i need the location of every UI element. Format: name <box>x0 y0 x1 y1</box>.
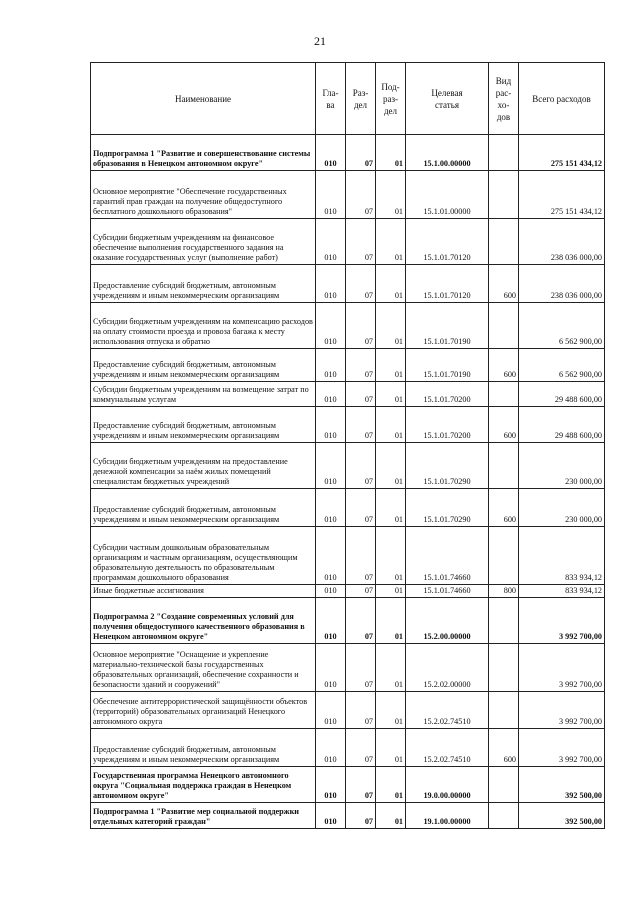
cell-total: 833 934,12 <box>519 585 605 598</box>
cell-total: 29 488 600,00 <box>519 382 605 407</box>
table-body <box>91 135 605 829</box>
cell-target: 15.1.00.00000 <box>406 135 489 171</box>
header-target: Целевая статья <box>406 63 489 135</box>
cell-razdel: 07 <box>346 692 376 729</box>
cell-target: 15.1.01.70290 <box>406 489 489 527</box>
budget-table <box>90 62 605 829</box>
cell-name: Государственная программа Ненецкого автономного округа "Социальная поддержка граждан в Ненецком автономном округе" <box>91 767 316 803</box>
table-row <box>91 407 605 443</box>
page-number: 21 <box>314 34 326 48</box>
cell-glava: 010 <box>316 729 346 767</box>
table-row <box>91 443 605 489</box>
cell-total: 3 992 700,00 <box>519 729 605 767</box>
cell-vid <box>489 443 519 489</box>
header-podrazdel: Под- раз- дел <box>376 63 406 135</box>
cell-razdel: 07 <box>346 489 376 527</box>
cell-vid <box>489 135 519 171</box>
cell-total: 29 488 600,00 <box>519 407 605 443</box>
cell-vid <box>489 644 519 692</box>
cell-podrazdel: 01 <box>376 692 406 729</box>
table-row <box>91 803 605 829</box>
cell-total: 230 000,00 <box>519 489 605 527</box>
cell-razdel: 07 <box>346 382 376 407</box>
cell-target: 15.1.01.70200 <box>406 382 489 407</box>
cell-podrazdel: 01 <box>376 585 406 598</box>
cell-razdel: 07 <box>346 219 376 265</box>
table-row <box>91 349 605 382</box>
cell-glava: 010 <box>316 585 346 598</box>
header-total: Всего расходов <box>519 63 605 135</box>
cell-glava: 010 <box>316 219 346 265</box>
cell-glava: 010 <box>316 443 346 489</box>
cell-target: 15.1.01.70190 <box>406 303 489 349</box>
cell-podrazdel: 01 <box>376 803 406 829</box>
cell-podrazdel: 01 <box>376 443 406 489</box>
cell-total: 3 992 700,00 <box>519 644 605 692</box>
cell-name: Основное мероприятие "Обеспечение государственных гарантий прав граждан на получение общедоступного бесплатного дошкольного образования" <box>91 171 316 219</box>
cell-glava: 010 <box>316 171 346 219</box>
cell-podrazdel: 01 <box>376 407 406 443</box>
cell-name: Субсидии бюджетным учреждениям на возмещение затрат по коммунальным услугам <box>91 382 316 407</box>
cell-target: 15.1.01.70120 <box>406 265 489 303</box>
cell-podrazdel: 01 <box>376 729 406 767</box>
header-razdel: Раз- дел <box>346 63 376 135</box>
cell-vid: 600 <box>489 729 519 767</box>
cell-glava: 010 <box>316 265 346 303</box>
header-glava: Гла- ва <box>316 63 346 135</box>
cell-podrazdel: 01 <box>376 171 406 219</box>
cell-vid <box>489 171 519 219</box>
cell-name: Предоставление субсидий бюджетным, автономным учреждениям и иным некоммерческим организациям <box>91 349 316 382</box>
cell-podrazdel: 01 <box>376 219 406 265</box>
cell-razdel: 07 <box>346 135 376 171</box>
cell-name: Иные бюджетные ассигнования <box>91 585 316 598</box>
table-row <box>91 598 605 644</box>
cell-podrazdel: 01 <box>376 135 406 171</box>
cell-vid <box>489 598 519 644</box>
cell-target: 15.2.02.74510 <box>406 692 489 729</box>
cell-razdel: 07 <box>346 585 376 598</box>
cell-vid <box>489 527 519 585</box>
cell-razdel: 07 <box>346 171 376 219</box>
cell-podrazdel: 01 <box>376 527 406 585</box>
cell-name: Предоставление субсидий бюджетным, автономным учреждениям и иным некоммерческим организациям <box>91 489 316 527</box>
cell-podrazdel: 01 <box>376 265 406 303</box>
cell-podrazdel: 01 <box>376 767 406 803</box>
cell-glava: 010 <box>316 407 346 443</box>
cell-name: Основное мероприятие "Оснащение и укрепление материально-технической базы государственных образовательных организаций, обеспечение сохранности и безопасности зданий и сооружений" <box>91 644 316 692</box>
cell-total: 275 151 434,12 <box>519 171 605 219</box>
cell-vid <box>489 803 519 829</box>
cell-razdel: 07 <box>346 767 376 803</box>
cell-name: Предоставление субсидий бюджетным, автономным учреждениям и иным некоммерческим организациям <box>91 265 316 303</box>
cell-glava: 010 <box>316 527 346 585</box>
cell-name: Предоставление субсидий бюджетным, автономным учреждениям и иным некоммерческим организациям <box>91 729 316 767</box>
cell-podrazdel: 01 <box>376 349 406 382</box>
cell-razdel: 07 <box>346 644 376 692</box>
cell-total: 3 992 700,00 <box>519 692 605 729</box>
cell-podrazdel: 01 <box>376 644 406 692</box>
cell-razdel: 07 <box>346 598 376 644</box>
cell-vid <box>489 219 519 265</box>
cell-total: 238 036 000,00 <box>519 219 605 265</box>
cell-podrazdel: 01 <box>376 303 406 349</box>
cell-target: 15.1.01.70290 <box>406 443 489 489</box>
cell-vid: 600 <box>489 349 519 382</box>
cell-vid <box>489 382 519 407</box>
cell-target: 15.1.01.00000 <box>406 171 489 219</box>
cell-name: Субсидии бюджетным учреждениям на предоставление денежной компенсации за наём жилых помещений специалистам бюджетных учреждений <box>91 443 316 489</box>
table-row <box>91 527 605 585</box>
cell-podrazdel: 01 <box>376 489 406 527</box>
table-row <box>91 219 605 265</box>
cell-vid: 600 <box>489 489 519 527</box>
cell-total: 833 934,12 <box>519 527 605 585</box>
cell-razdel: 07 <box>346 443 376 489</box>
cell-target: 15.1.01.70190 <box>406 349 489 382</box>
cell-name: Субсидии бюджетным учреждениям на компенсацию расходов на оплату стоимости проезда и провоза багажа к месту использования отпуска и обратно <box>91 303 316 349</box>
cell-razdel: 07 <box>346 527 376 585</box>
cell-vid: 600 <box>489 407 519 443</box>
cell-glava: 010 <box>316 303 346 349</box>
cell-glava: 010 <box>316 382 346 407</box>
table-header-row <box>91 63 605 135</box>
table-row <box>91 171 605 219</box>
cell-total: 6 562 900,00 <box>519 349 605 382</box>
cell-name: Подпрограмма 1 "Развитие мер социальной поддержки отдельных категорий граждан" <box>91 803 316 829</box>
cell-razdel: 07 <box>346 265 376 303</box>
cell-target: 15.1.01.70120 <box>406 219 489 265</box>
cell-vid <box>489 767 519 803</box>
cell-total: 275 151 434,12 <box>519 135 605 171</box>
cell-name: Подпрограмма 2 "Создание современных условий для получения общедоступного качественного образования в Ненецком автономном округе" <box>91 598 316 644</box>
cell-razdel: 07 <box>346 349 376 382</box>
cell-podrazdel: 01 <box>376 382 406 407</box>
table-row <box>91 135 605 171</box>
cell-vid <box>489 692 519 729</box>
table-row <box>91 382 605 407</box>
table-row <box>91 767 605 803</box>
table-row <box>91 644 605 692</box>
cell-glava: 010 <box>316 349 346 382</box>
cell-glava: 010 <box>316 644 346 692</box>
cell-target: 15.1.01.74660 <box>406 585 489 598</box>
cell-name: Подпрограмма 1 "Развитие и совершенствование системы образования в Ненецком автономном округе" <box>91 135 316 171</box>
cell-podrazdel: 01 <box>376 598 406 644</box>
cell-total: 3 992 700,00 <box>519 598 605 644</box>
cell-razdel: 07 <box>346 729 376 767</box>
cell-name: Обеспечение антитеррористической защищённости объектов (территорий) образовательных организаций Ненецкого автономного округа <box>91 692 316 729</box>
cell-target: 15.1.01.70200 <box>406 407 489 443</box>
table-row <box>91 692 605 729</box>
table-row <box>91 489 605 527</box>
cell-vid <box>489 303 519 349</box>
table-row <box>91 265 605 303</box>
cell-glava: 010 <box>316 692 346 729</box>
cell-name: Субсидии бюджетным учреждениям на финансовое обеспечение выполнения государственного задания на оказание государственных услуг (выполнение работ) <box>91 219 316 265</box>
cell-target: 19.0.00.00000 <box>406 767 489 803</box>
cell-target: 15.1.01.74660 <box>406 527 489 585</box>
cell-glava: 010 <box>316 489 346 527</box>
cell-razdel: 07 <box>346 803 376 829</box>
cell-razdel: 07 <box>346 407 376 443</box>
cell-total: 230 000,00 <box>519 443 605 489</box>
cell-total: 392 500,00 <box>519 803 605 829</box>
cell-total: 238 036 000,00 <box>519 265 605 303</box>
cell-name: Субсидии частным дошкольным образовательным организациям и частным организациям, осуществляющим образовательную деятельность по образовательным программам дошкольного образования <box>91 527 316 585</box>
cell-target: 15.2.02.74510 <box>406 729 489 767</box>
cell-razdel: 07 <box>346 303 376 349</box>
cell-vid: 600 <box>489 265 519 303</box>
header-name: Наименование <box>91 63 316 135</box>
cell-target: 19.1.00.00000 <box>406 803 489 829</box>
table-row <box>91 303 605 349</box>
cell-name: Предоставление субсидий бюджетным, автономным учреждениям и иным некоммерческим организациям <box>91 407 316 443</box>
header-vid: Вид рас- хо- дов <box>489 63 519 135</box>
cell-glava: 010 <box>316 598 346 644</box>
cell-total: 392 500,00 <box>519 767 605 803</box>
cell-target: 15.2.02.00000 <box>406 644 489 692</box>
cell-target: 15.2.00.00000 <box>406 598 489 644</box>
cell-glava: 010 <box>316 767 346 803</box>
cell-glava: 010 <box>316 135 346 171</box>
cell-glava: 010 <box>316 803 346 829</box>
table-row <box>91 729 605 767</box>
cell-vid: 800 <box>489 585 519 598</box>
table-row <box>91 585 605 598</box>
cell-total: 6 562 900,00 <box>519 303 605 349</box>
